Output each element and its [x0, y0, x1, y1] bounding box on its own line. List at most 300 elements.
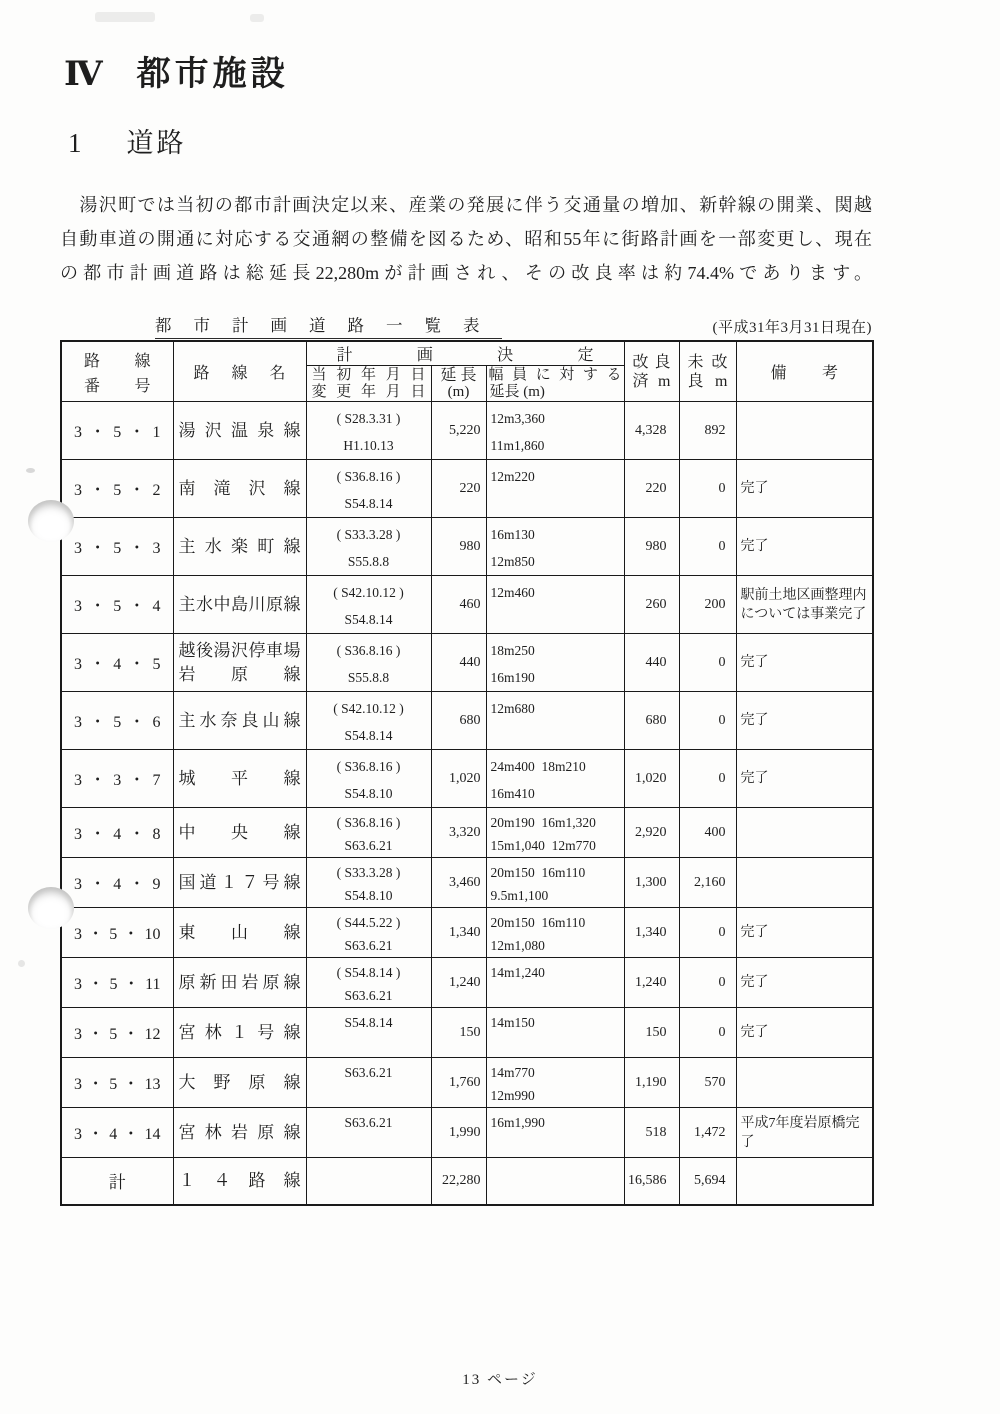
- note-cell: [736, 518, 873, 576]
- decision-dates-cell: [306, 1008, 431, 1058]
- decision-dates-cell: [306, 402, 431, 460]
- route-number-cell: [61, 1008, 173, 1058]
- route-name-cell: [173, 634, 306, 692]
- unimproved-cell: [679, 908, 736, 958]
- length-cell: [431, 1108, 486, 1158]
- chapter-title: 都市施設: [136, 56, 289, 93]
- route-name-line: 岩原線: [178, 664, 301, 684]
- header-width-line1: 幅員に対する: [488, 366, 622, 383]
- route-number-cell: [61, 460, 173, 518]
- route-name-cell: [173, 460, 306, 518]
- table-caption: 都市計画道路一覧表: [155, 318, 502, 340]
- unimproved-value: 570: [704, 1074, 726, 1090]
- header-note: [736, 341, 873, 402]
- improved-cell: [624, 808, 679, 858]
- header-route-name: [173, 341, 306, 402]
- improved-cell: [624, 518, 679, 576]
- route-name-line: 城平線: [178, 768, 301, 788]
- total-width-cell: [486, 1158, 624, 1205]
- improved-cell: [624, 1108, 679, 1158]
- note-text: 完了: [740, 539, 769, 554]
- table-total-body: [61, 1158, 873, 1205]
- length-value: 1,340: [449, 924, 481, 940]
- route-name-line: 越後湯沢停車場: [178, 640, 301, 660]
- decision-date: S54.8.10: [344, 888, 393, 903]
- width-length-line: 12m460: [490, 585, 535, 600]
- width-length-line: 12m990: [490, 1088, 535, 1103]
- total-length-value: 22,280: [442, 1172, 481, 1188]
- width-length-line: 14m770: [490, 1065, 535, 1080]
- width-length-cell: [486, 858, 624, 908]
- route-name-line: 東山線: [178, 922, 301, 942]
- improved-value: 150: [645, 1024, 667, 1040]
- unimproved-cell: [679, 1058, 736, 1108]
- note-text: 完了: [740, 771, 769, 786]
- decision-dates-cell: [306, 460, 431, 518]
- decision-dates-cell: [306, 858, 431, 908]
- improved-cell: [624, 958, 679, 1008]
- unimproved-value: 1,472: [694, 1124, 726, 1140]
- length-cell: [431, 692, 486, 750]
- decision-dates-cell: [306, 634, 431, 692]
- improved-value: 4,328: [635, 422, 667, 438]
- width-length-line: 16m1,990: [490, 1115, 545, 1130]
- header-unimproved-line1: 未改: [687, 353, 728, 371]
- note-text: 平成7年度岩原橋完了: [740, 1115, 860, 1150]
- city-planning-road-table: [60, 340, 874, 1206]
- route-name-cell: [173, 858, 306, 908]
- total-route-count: １４路線: [178, 1170, 301, 1190]
- decision-date: H1.10.13: [343, 438, 394, 453]
- unimproved-value: 0: [718, 974, 726, 990]
- route-name-line: 南滝沢線: [178, 478, 301, 498]
- decision-date: S63.6.21: [344, 1115, 393, 1130]
- decision-date: ( S42.10.12 ): [333, 585, 404, 600]
- length-value: 980: [459, 538, 481, 554]
- unimproved-cell: [679, 692, 736, 750]
- route-name-line: 主水中島川原線: [178, 594, 301, 614]
- improved-value: 1,020: [635, 770, 667, 786]
- total-row: [61, 1158, 873, 1205]
- width-length-line: 24m400 18m210: [490, 759, 586, 774]
- header-revised-date: 変更年月日: [311, 383, 426, 400]
- width-length-line: 20m150 16m110: [490, 915, 586, 930]
- improved-value: 2,920: [635, 824, 667, 840]
- route-number: 3・5・12: [74, 1026, 161, 1043]
- decision-dates-cell: [306, 908, 431, 958]
- route-number-cell: [61, 750, 173, 808]
- improved-value: 1,300: [635, 874, 667, 890]
- decision-date: ( S42.10.12 ): [333, 701, 404, 716]
- improved-value: 220: [645, 480, 667, 496]
- table-row: [61, 460, 873, 518]
- header-improved: [624, 341, 679, 402]
- route-number: 3・4・5: [74, 656, 161, 673]
- paragraph-line: の都市計画道路は総延長22,280mが計画され、その改良率は約74.4%であります。: [60, 263, 872, 283]
- decision-dates-cell: [306, 1058, 431, 1108]
- unimproved-value: 892: [704, 422, 726, 438]
- header-length: [431, 366, 486, 402]
- total-length-cell: [431, 1158, 486, 1205]
- width-length-line: 12m3,360: [490, 411, 545, 426]
- note-text: 完了: [740, 925, 769, 940]
- decision-dates-cell: [306, 808, 431, 858]
- improved-cell: [624, 908, 679, 958]
- length-cell: [431, 958, 486, 1008]
- header-length-label: 延長: [440, 366, 477, 384]
- table-row: [61, 958, 873, 1008]
- total-improved-value: 16,586: [628, 1172, 667, 1188]
- route-name-cell: [173, 908, 306, 958]
- decision-date: ( S33.3.28 ): [336, 527, 401, 542]
- decision-date: S54.8.14: [344, 1015, 393, 1030]
- total-note-cell: [736, 1158, 873, 1205]
- length-cell: [431, 576, 486, 634]
- table-row: [61, 1058, 873, 1108]
- width-length-cell: [486, 460, 624, 518]
- header-route-number: [61, 341, 173, 402]
- improved-value: 680: [645, 712, 667, 728]
- unimproved-value: 0: [718, 712, 726, 728]
- route-number-cell: [61, 958, 173, 1008]
- length-cell: [431, 402, 486, 460]
- route-name-cell: [173, 402, 306, 460]
- intro-paragraph: [60, 188, 872, 290]
- unimproved-value: 200: [704, 596, 726, 612]
- scan-speck: [18, 960, 25, 967]
- table-row: [61, 1108, 873, 1158]
- improved-cell: [624, 750, 679, 808]
- route-number-cell: [61, 692, 173, 750]
- note-cell: [736, 576, 873, 634]
- length-cell: [431, 808, 486, 858]
- length-value: 460: [459, 596, 481, 612]
- unimproved-value: 400: [704, 824, 726, 840]
- route-name-cell: [173, 1008, 306, 1058]
- route-number: 3・3・7: [74, 772, 161, 789]
- total-label-cell: 計: [61, 1158, 173, 1205]
- table-row: [61, 908, 873, 958]
- improved-cell: [624, 576, 679, 634]
- note-text: 完了: [740, 1025, 769, 1040]
- note-cell: [736, 808, 873, 858]
- route-name-cell: [173, 1058, 306, 1108]
- route-number: 3・4・14: [74, 1126, 161, 1143]
- width-length-line: 11m1,860: [490, 438, 545, 453]
- route-number: 3・5・4: [74, 598, 161, 615]
- note-cell: [736, 460, 873, 518]
- decision-date: ( S36.8.16 ): [336, 759, 401, 774]
- width-length-cell: [486, 908, 624, 958]
- width-length-cell: [486, 576, 624, 634]
- unimproved-value: 0: [718, 654, 726, 670]
- scan-smudge: [250, 14, 264, 22]
- width-length-line: 12m680: [490, 701, 535, 716]
- route-name-line: 主水奈良山線: [178, 710, 301, 730]
- total-improved-cell: [624, 1158, 679, 1205]
- length-cell: [431, 460, 486, 518]
- route-number-cell: [61, 634, 173, 692]
- table-row: [61, 858, 873, 908]
- table-as-of-date: (平成31年3月31日現在): [712, 320, 872, 336]
- route-name-line: 中央線: [178, 822, 301, 842]
- decision-date: ( S28.3.31 ): [336, 411, 401, 426]
- decision-date: S54.8.14: [344, 728, 393, 743]
- unimproved-cell: [679, 634, 736, 692]
- width-length-line: 12m1,080: [490, 938, 545, 953]
- width-length-cell: [486, 750, 624, 808]
- header-route-number-line1: 路線: [84, 352, 151, 370]
- unimproved-cell: [679, 460, 736, 518]
- decision-date: S54.8.10: [344, 786, 393, 801]
- header-improved-line2: 済 m: [632, 372, 671, 390]
- length-value: 1,990: [449, 1124, 481, 1140]
- width-length-line: 12m850: [490, 554, 535, 569]
- improved-cell: [624, 692, 679, 750]
- decision-date: S63.6.21: [344, 988, 393, 1003]
- total-unimproved-cell: [679, 1158, 736, 1205]
- decision-date: S55.8.8: [347, 554, 390, 569]
- length-cell: [431, 1058, 486, 1108]
- table-row: [61, 634, 873, 692]
- route-number: 3・5・3: [74, 540, 161, 557]
- route-number-cell: [61, 518, 173, 576]
- paragraph-line: 自動車道の開通に対応する交通網の整備を図るため、昭和55年に街路計画を一部変更し、現在: [60, 229, 872, 249]
- width-length-line: 9.5m1,100: [490, 888, 549, 903]
- route-number-cell: [61, 576, 173, 634]
- improved-value: 440: [645, 654, 667, 670]
- route-number: 3・5・13: [74, 1076, 161, 1093]
- total-unimproved-value: 5,694: [694, 1172, 726, 1188]
- route-number-cell: [61, 402, 173, 460]
- width-length-line: 20m150 16m110: [490, 865, 586, 880]
- route-name-cell: [173, 808, 306, 858]
- width-length-cell: [486, 808, 624, 858]
- width-length-line: 18m250: [490, 643, 535, 658]
- width-length-cell: [486, 692, 624, 750]
- decision-date: ( S36.8.16 ): [336, 643, 401, 658]
- note-text: 完了: [740, 481, 769, 496]
- route-number-cell: [61, 858, 173, 908]
- decision-dates-cell: [306, 750, 431, 808]
- route-name-line: 国道１７号線: [178, 872, 301, 892]
- improved-value: 260: [645, 596, 667, 612]
- table-row: [61, 1008, 873, 1058]
- unimproved-cell: [679, 518, 736, 576]
- hole-punch-artifact: [28, 887, 74, 929]
- header-plan-decision-label: 計画決定: [336, 347, 594, 364]
- width-length-line: 20m190 16m1,320: [490, 815, 596, 830]
- improved-cell: [624, 460, 679, 518]
- length-value: 680: [459, 712, 481, 728]
- length-value: 1,240: [449, 974, 481, 990]
- route-number-cell: [61, 1058, 173, 1108]
- route-name-cell: [173, 958, 306, 1008]
- improved-cell: [624, 1008, 679, 1058]
- decision-date: ( S33.3.28 ): [336, 865, 401, 880]
- section-title: 道路: [126, 128, 187, 158]
- table-header: [61, 341, 873, 402]
- section-number: 1: [68, 128, 85, 158]
- table-row: [61, 692, 873, 750]
- section-heading: [68, 121, 872, 160]
- scan-smudge: [95, 12, 155, 22]
- decision-date: ( S36.8.16 ): [336, 469, 401, 484]
- route-number: 3・5・6: [74, 714, 161, 731]
- unimproved-cell: [679, 750, 736, 808]
- length-value: 3,320: [449, 824, 481, 840]
- length-value: 5,220: [449, 422, 481, 438]
- length-cell: [431, 908, 486, 958]
- page-title: [64, 46, 872, 95]
- note-cell: [736, 858, 873, 908]
- note-cell: [736, 402, 873, 460]
- route-number-cell: [61, 1108, 173, 1158]
- total-route-count-cell: [173, 1158, 306, 1205]
- route-number-cell: [61, 908, 173, 958]
- unimproved-value: 0: [718, 1024, 726, 1040]
- decision-dates-cell: [306, 576, 431, 634]
- route-number: 3・4・9: [74, 876, 161, 893]
- length-cell: [431, 634, 486, 692]
- header-route-name-label: 路線名: [193, 365, 286, 382]
- decision-dates-cell: [306, 1108, 431, 1158]
- width-length-cell: [486, 518, 624, 576]
- header-length-unit: (m): [447, 383, 470, 400]
- length-value: 1,760: [449, 1074, 481, 1090]
- header-width-length: [486, 366, 624, 402]
- width-length-cell: [486, 1008, 624, 1058]
- note-text: 完了: [740, 975, 769, 990]
- note-text: 駅前土地区画整理内については事業完了: [740, 587, 867, 622]
- length-cell: [431, 1008, 486, 1058]
- width-length-line: 12m220: [490, 469, 535, 484]
- improved-cell: [624, 858, 679, 908]
- width-length-line: 16m190: [490, 670, 535, 685]
- table-row: [61, 750, 873, 808]
- total-dates-cell: [306, 1158, 431, 1205]
- header-improved-line1: 改良: [632, 353, 671, 371]
- decision-date: ( S44.5.22 ): [336, 915, 401, 930]
- unimproved-value: 0: [718, 770, 726, 786]
- scan-speck: [26, 468, 35, 473]
- note-cell: [736, 1008, 873, 1058]
- header-initial-date: 当初年月日: [311, 366, 426, 383]
- length-value: 3,460: [449, 874, 481, 890]
- unimproved-value: 0: [718, 480, 726, 496]
- hole-punch-artifact: [28, 500, 74, 542]
- unimproved-cell: [679, 1008, 736, 1058]
- header-unimproved: [679, 341, 736, 402]
- decision-dates-cell: [306, 958, 431, 1008]
- decision-date: S55.8.8: [347, 670, 390, 685]
- decision-date: S63.6.21: [344, 838, 393, 853]
- width-length-cell: [486, 958, 624, 1008]
- header-route-number-line2: 番号: [84, 377, 151, 395]
- table-body: [61, 402, 873, 1158]
- header-decision-dates: [306, 366, 431, 402]
- width-length-line: 16m410: [490, 786, 535, 801]
- improved-value: 1,190: [635, 1074, 667, 1090]
- header-width-line2: 延長 (m): [489, 383, 545, 400]
- table-row: [61, 576, 873, 634]
- chapter-number: Ⅳ: [64, 56, 107, 93]
- unimproved-cell: [679, 576, 736, 634]
- note-cell: [736, 750, 873, 808]
- route-name-cell: [173, 750, 306, 808]
- route-name-line: 湯沢温泉線: [178, 420, 301, 440]
- route-name-cell: [173, 1108, 306, 1158]
- unimproved-cell: [679, 958, 736, 1008]
- unimproved-cell: [679, 1108, 736, 1158]
- route-name-line: 主水楽町線: [178, 536, 301, 556]
- length-cell: [431, 858, 486, 908]
- width-length-cell: [486, 634, 624, 692]
- route-number: 3・5・2: [74, 482, 161, 499]
- improved-cell: [624, 634, 679, 692]
- decision-date: S54.8.14: [344, 496, 393, 511]
- width-length-line: 14m150: [490, 1015, 535, 1030]
- route-number-cell: [61, 808, 173, 858]
- route-number: 3・5・10: [74, 926, 161, 943]
- unimproved-value: 0: [718, 924, 726, 940]
- page-number: 13 ページ: [462, 1372, 538, 1388]
- width-length-line: 15m1,040 12m770: [490, 838, 596, 853]
- note-cell: [736, 634, 873, 692]
- improved-value: 1,340: [635, 924, 667, 940]
- route-number: 3・4・8: [74, 826, 161, 843]
- decision-date: S54.8.14: [344, 612, 393, 627]
- decision-date: ( S36.8.16 ): [336, 815, 401, 830]
- width-length-line: 16m130: [490, 527, 535, 542]
- route-name-line: 宮林岩原線: [178, 1122, 301, 1142]
- length-value: 440: [459, 654, 481, 670]
- note-text: 完了: [740, 655, 769, 670]
- improved-value: 518: [645, 1124, 667, 1140]
- width-length-line: 14m1,240: [490, 965, 545, 980]
- width-length-cell: [486, 1108, 624, 1158]
- width-length-cell: [486, 1058, 624, 1108]
- decision-date: S63.6.21: [344, 938, 393, 953]
- improved-value: 980: [645, 538, 667, 554]
- improved-cell: [624, 1058, 679, 1108]
- table-caption-row: [60, 316, 872, 339]
- paragraph-line: 湯沢町では当初の都市計画決定以来、産業の発展に伴う交通量の増加、新幹線の開業、関越: [60, 195, 872, 215]
- decision-date: ( S54.8.14 ): [336, 965, 401, 980]
- unimproved-cell: [679, 858, 736, 908]
- width-length-cell: [486, 402, 624, 460]
- unimproved-cell: [679, 402, 736, 460]
- length-cell: [431, 518, 486, 576]
- length-cell: [431, 750, 486, 808]
- decision-dates-cell: [306, 518, 431, 576]
- route-number: 3・5・11: [74, 976, 161, 993]
- route-name-cell: [173, 518, 306, 576]
- table-row: [61, 402, 873, 460]
- route-number: 3・5・1: [74, 424, 161, 441]
- unimproved-value: 2,160: [694, 874, 726, 890]
- improved-cell: [624, 402, 679, 460]
- unimproved-cell: [679, 808, 736, 858]
- note-cell: [736, 958, 873, 1008]
- route-name-cell: [173, 692, 306, 750]
- decision-date: S63.6.21: [344, 1065, 393, 1080]
- decision-dates-cell: [306, 692, 431, 750]
- note-cell: [736, 692, 873, 750]
- route-name-line: 大野原線: [178, 1072, 301, 1092]
- length-value: 1,020: [449, 770, 481, 786]
- length-value: 220: [459, 480, 481, 496]
